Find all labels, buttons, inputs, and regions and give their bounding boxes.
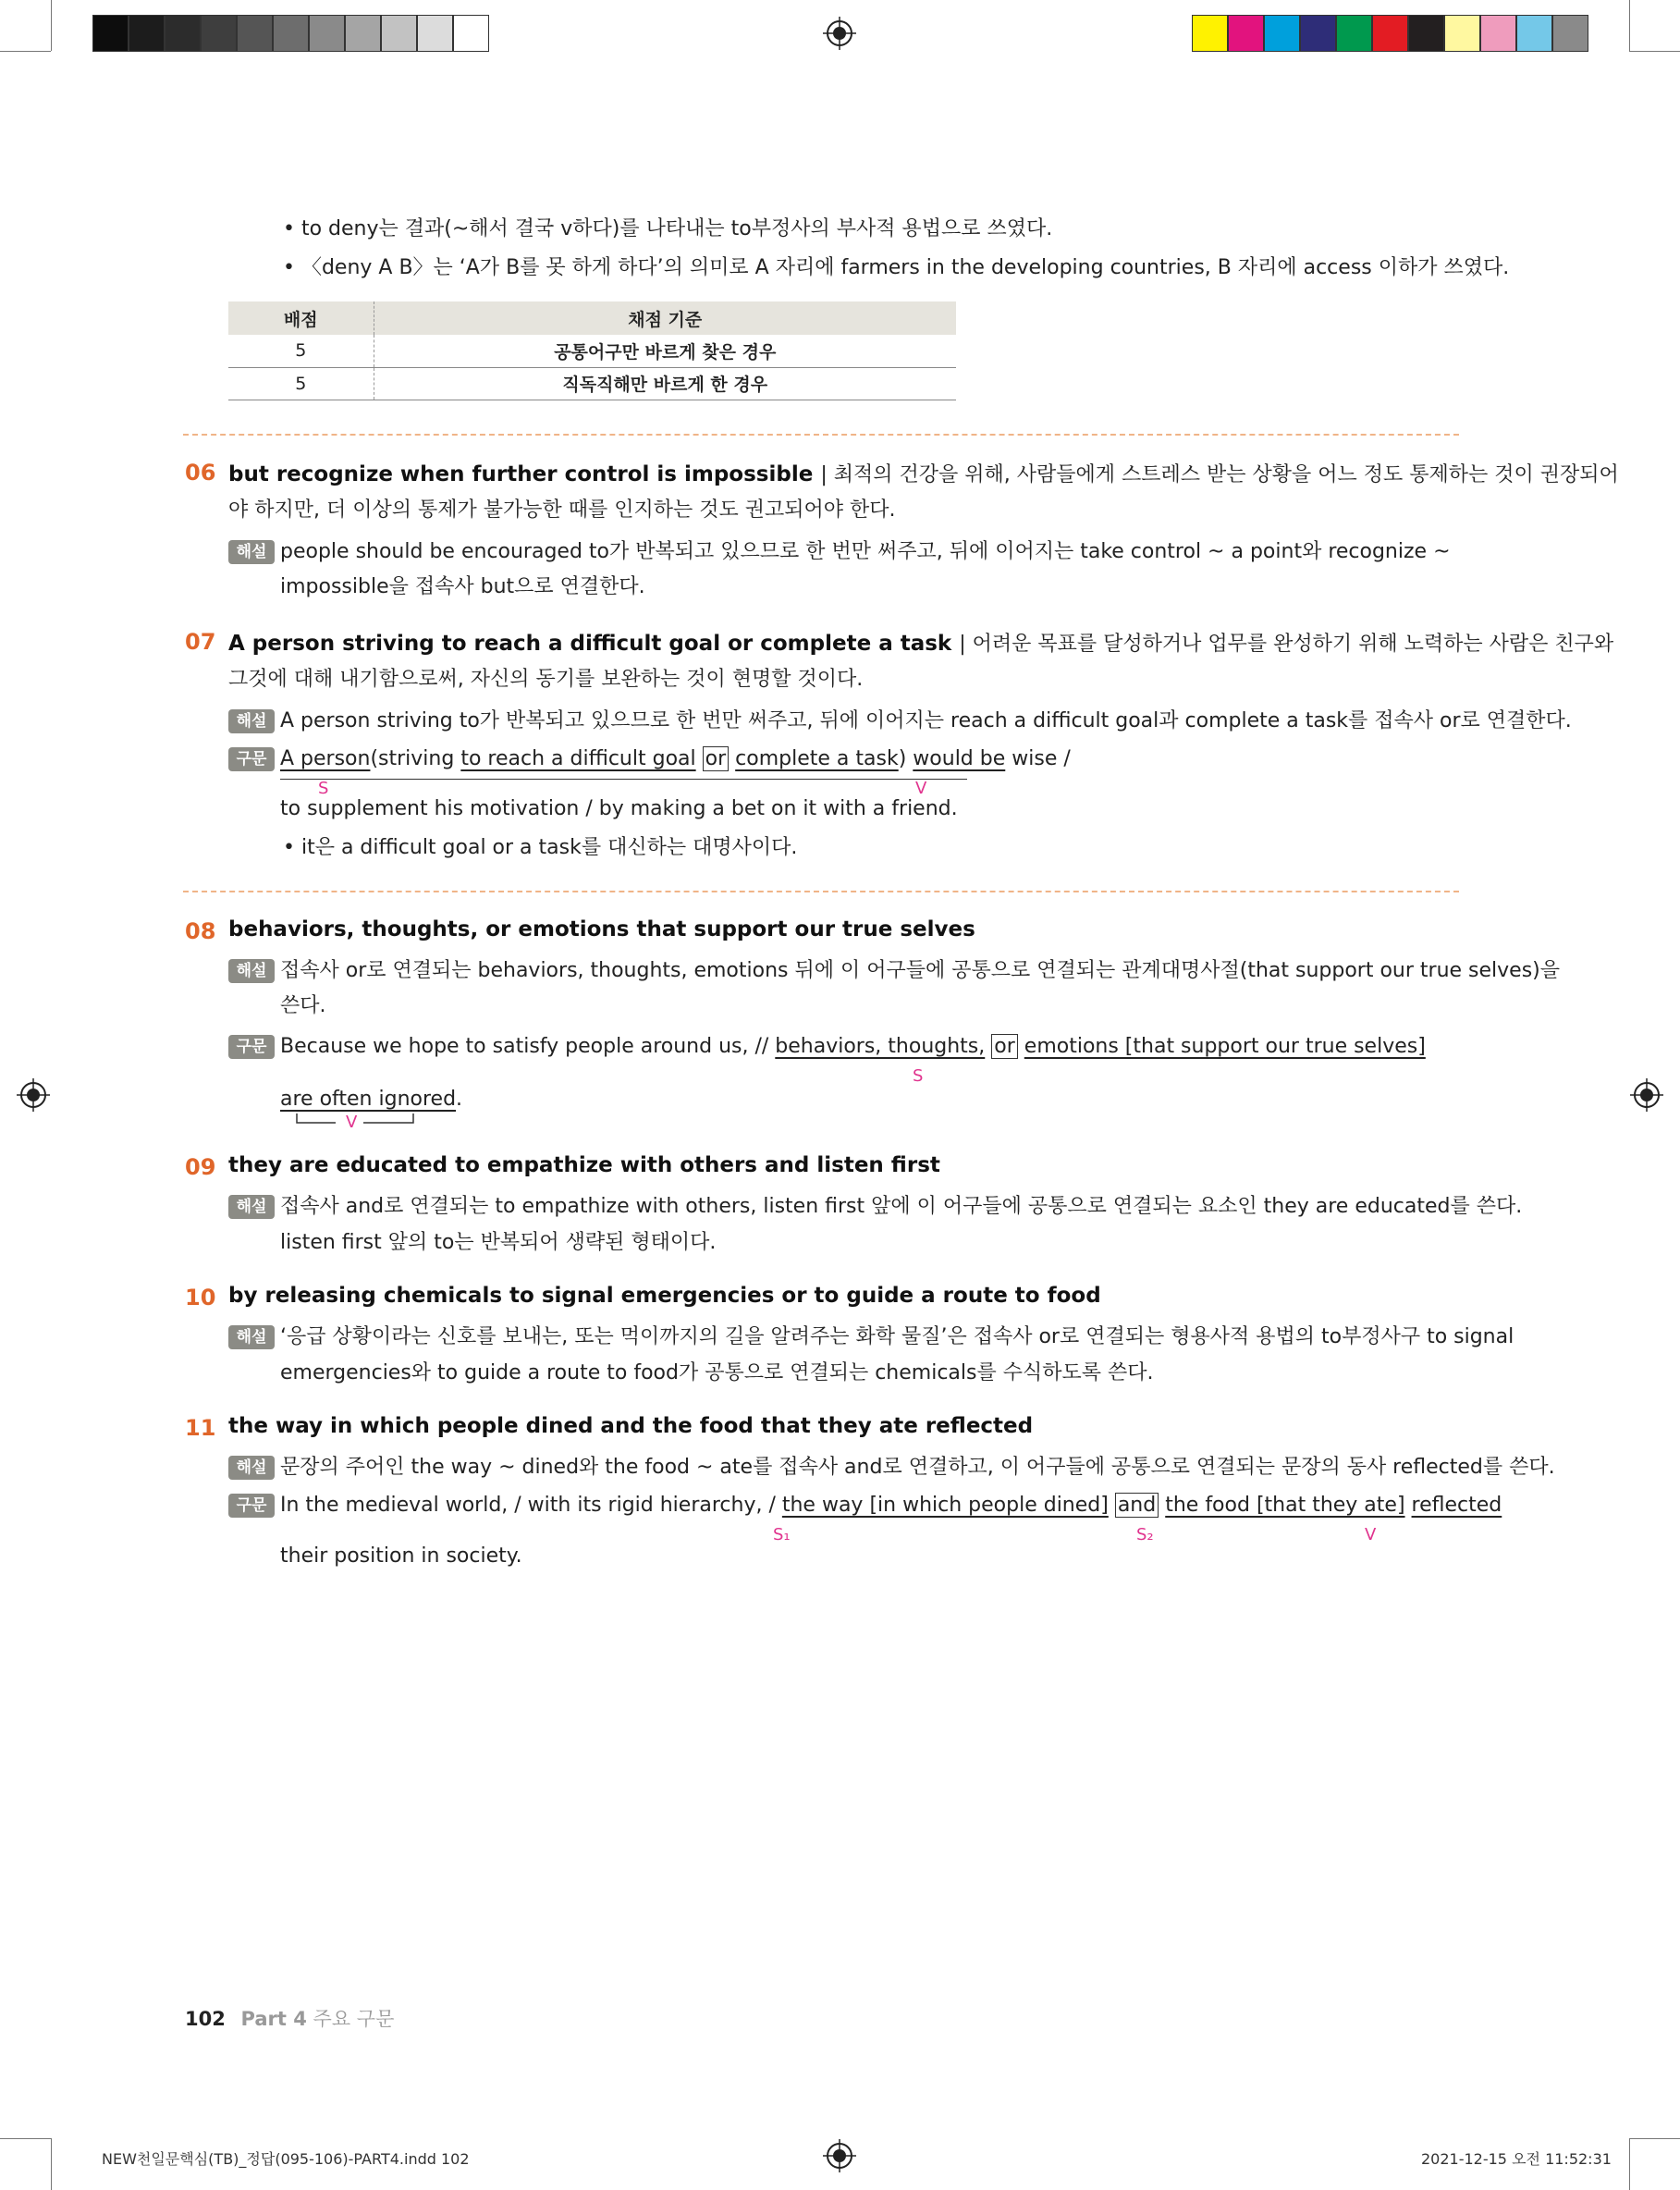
syntax-line bbox=[280, 1033, 1426, 1061]
table-cell: 직독직해만 바르게 한 경우 bbox=[374, 367, 956, 400]
color-swatch bbox=[165, 15, 201, 52]
syntax-line: their position in society. bbox=[280, 1544, 522, 1568]
slug-timestamp: 2021-12-15 오전 11:52:31 bbox=[1421, 2150, 1612, 2168]
syntax-text: . bbox=[456, 1088, 463, 1111]
syntax-text: Because we hope to satisfy people around us, // bbox=[280, 1035, 776, 1058]
syntax-text: wise / bbox=[1005, 747, 1071, 770]
table-cell: 5 bbox=[228, 367, 374, 400]
color-swatch bbox=[1444, 15, 1480, 52]
color-swatch bbox=[1192, 15, 1228, 52]
color-swatch bbox=[345, 15, 381, 52]
intro-bullet: • to deny는 결과(~해서 결국 v하다)를 나타내는 to부정사의 부사적 용법으로 쓰였다. bbox=[283, 217, 1053, 240]
intro-bullet: • 〈deny A B〉는 ‘A가 B를 못 하게 하다’의 의미로 A 자리에 farmers in the developing countries, B 자리에 access 이하가 쓰였다. bbox=[283, 256, 1510, 279]
crop-mark bbox=[0, 51, 51, 52]
answer-text: A person striving to reach a difficult goal or complete a task bbox=[228, 632, 952, 656]
translation-text: | 어려운 목표를 달성하거나 업무를 완성하기 위해 노력하는 사람은 친구와 bbox=[959, 633, 1614, 656]
section-label: 주요 구문 bbox=[313, 2008, 395, 2030]
explanation-tag: 해설 bbox=[228, 1195, 275, 1219]
score-table bbox=[228, 301, 956, 400]
verb-phrase: reflected bbox=[1411, 1494, 1502, 1517]
table-row bbox=[228, 367, 956, 400]
color-swatch bbox=[1300, 15, 1336, 52]
color-swatch bbox=[309, 15, 345, 52]
color-swatch bbox=[417, 15, 453, 52]
color-swatch bbox=[381, 15, 417, 52]
color-swatch bbox=[1336, 15, 1372, 52]
subject-underline bbox=[280, 779, 967, 780]
explanation-tag: 해설 bbox=[228, 1456, 275, 1480]
registration-mark-icon bbox=[823, 17, 856, 50]
explanation-text: ‘응급 상황이라는 신호를 보내는, 또는 먹이까지의 길을 알려주는 화학 물질’은 접속사 or로 연결되는 형용사적 용법의 to부정사구 to signal bbox=[280, 1325, 1514, 1348]
crop-mark bbox=[0, 2138, 51, 2139]
color-swatch bbox=[453, 15, 489, 52]
color-swatch bbox=[1264, 15, 1300, 52]
color-swatch bbox=[92, 15, 129, 52]
subject-phrase: the way [in which people dined] bbox=[781, 1494, 1109, 1517]
explanation-text: impossible을 접속사 but으로 연결한다. bbox=[280, 575, 645, 598]
verb-phrase: are often ignored bbox=[280, 1088, 457, 1111]
explanation-tag: 해설 bbox=[228, 1325, 275, 1349]
color-swatch bbox=[129, 15, 165, 52]
answer-text: by releasing chemicals to signal emergencies or to guide a route to food bbox=[228, 1284, 1101, 1308]
color-swatch bbox=[1480, 15, 1516, 52]
color-swatch bbox=[237, 15, 273, 52]
table-cell: 5 bbox=[228, 335, 374, 367]
color-swatch bbox=[273, 15, 309, 52]
verb-marker: V bbox=[1365, 1525, 1377, 1544]
syntax-line bbox=[280, 1492, 1502, 1519]
table-row bbox=[228, 335, 956, 367]
translation-text: 그것에 대해 내기함으로써, 자신의 동기를 보완하는 것이 현명할 것이다. bbox=[228, 668, 864, 691]
explanation-text: A person striving to가 반복되고 있으므로 한 번만 써주고, 뒤에 이어지는 reach a difficult goal과 complete a task를 접속사 or로 연결한다. bbox=[280, 709, 1572, 732]
syntax-tag: 구문 bbox=[228, 1035, 275, 1059]
verb-marker: V bbox=[915, 779, 927, 798]
explanation-text: listen first 앞의 to는 반복되어 생략된 형태이다. bbox=[280, 1231, 717, 1254]
slug-filename: NEW천일문핵심(TB)_정답(095-106)-PART4.indd 102 bbox=[102, 2150, 470, 2168]
table-header: 배점 bbox=[228, 301, 374, 335]
subject-marker: S₂ bbox=[1136, 1525, 1154, 1544]
subject-marker: S bbox=[318, 779, 329, 798]
parallel-phrase: complete a task bbox=[735, 747, 899, 770]
answer-text: the way in which people dined and the food that they ate reflected bbox=[228, 1414, 1034, 1438]
explanation-text: 쓴다. bbox=[280, 994, 326, 1017]
registration-mark-icon bbox=[1630, 1078, 1663, 1112]
crop-mark bbox=[51, 0, 52, 51]
part-label: Part 4 bbox=[240, 2008, 307, 2030]
explanation-tag: 해설 bbox=[228, 540, 275, 564]
translation-text: | 최적의 건강을 위해, 사람들에게 스트레스 받는 상황을 어느 정도 통제하는 것이 권장되어 bbox=[820, 463, 1619, 486]
syntax-text: (striving bbox=[370, 747, 461, 770]
crop-mark bbox=[51, 2138, 52, 2190]
syntax-text: ) bbox=[898, 747, 907, 770]
color-swatch bbox=[1552, 15, 1588, 52]
page-footer bbox=[185, 2004, 394, 2032]
answer-line bbox=[228, 459, 1619, 487]
syntax-line bbox=[280, 745, 1071, 773]
color-swatch bbox=[1516, 15, 1552, 52]
table-cell: 공통어구만 바르게 찾은 경우 bbox=[374, 335, 956, 367]
note-text: • it은 a difficult goal or a task를 대신하는 대명사이다. bbox=[283, 836, 798, 859]
answer-line bbox=[228, 628, 1613, 657]
question-number: 10 bbox=[185, 1285, 216, 1310]
page-number: 102 bbox=[185, 2008, 226, 2030]
crop-mark bbox=[1629, 0, 1630, 51]
answer-text: behaviors, thoughts, or emotions that support our true selves bbox=[228, 917, 975, 941]
syntax-tag: 구문 bbox=[228, 747, 275, 771]
color-swatch bbox=[1228, 15, 1264, 52]
parallel-phrase: emotions [that support our true selves] bbox=[1024, 1035, 1426, 1058]
color-swatch bbox=[1408, 15, 1444, 52]
subject-phrase: the food [that they ate] bbox=[1165, 1494, 1405, 1517]
registration-mark-icon bbox=[17, 1078, 50, 1112]
crop-mark bbox=[1629, 51, 1680, 52]
section-divider bbox=[183, 891, 1459, 892]
explanation-text: 접속사 or로 연결되는 behaviors, thoughts, emotions 뒤에 이 어구들에 공통으로 연결되는 관계대명사절(that support our true selves)을 bbox=[280, 959, 1561, 982]
question-number: 11 bbox=[185, 1415, 216, 1441]
verb-marker: V bbox=[346, 1113, 358, 1132]
syntax-line bbox=[280, 1086, 462, 1113]
registration-mark-icon bbox=[823, 2139, 856, 2172]
question-number: 06 bbox=[185, 460, 216, 486]
conjunction-box: or bbox=[991, 1034, 1018, 1059]
explanation-text: 접속사 and로 연결되는 to empathize with others, listen first 앞에 이 어구들에 공통으로 연결되는 요소인 they are educated를 쓴다. bbox=[280, 1195, 1523, 1218]
question-number: 07 bbox=[185, 629, 216, 655]
syntax-line: to supplement his motivation / by making a bet on it with a friend. bbox=[280, 797, 958, 820]
parallel-phrase: behaviors, thoughts, bbox=[775, 1035, 986, 1058]
color-swatch bbox=[1372, 15, 1408, 52]
explanation-text: emergencies와 to guide a route to food가 공통으로 연결되는 chemicals를 수식하도록 쓴다. bbox=[280, 1361, 1154, 1384]
section-divider bbox=[183, 434, 1459, 436]
answer-text: they are educated to empathize with others and listen first bbox=[228, 1153, 940, 1177]
subject-marker: S₁ bbox=[773, 1525, 791, 1544]
color-swatch bbox=[201, 15, 237, 52]
explanation-tag: 해설 bbox=[228, 959, 275, 983]
crop-mark bbox=[1629, 2138, 1630, 2190]
parallel-phrase: to reach a difficult goal bbox=[460, 747, 696, 770]
explanation-text: 문장의 주어인 the way ~ dined와 the food ~ ate를 접속사 and로 연결하고, 이 어구들에 공통으로 연결되는 문장의 동사 reflected를 쓴다. bbox=[280, 1456, 1555, 1479]
table-header: 채점 기준 bbox=[374, 301, 956, 335]
syntax-text: In the medieval world, / with its rigid hierarchy, / bbox=[280, 1494, 782, 1517]
subject-phrase: A person bbox=[280, 747, 371, 770]
explanation-text: people should be encouraged to가 반복되고 있으므로 한 번만 써주고, 뒤에 이어지는 take control ~ a point와 recognize ~ bbox=[280, 540, 1451, 563]
question-number: 08 bbox=[185, 918, 216, 944]
crop-mark bbox=[1629, 2138, 1680, 2139]
conjunction-box: and bbox=[1115, 1493, 1159, 1518]
subject-marker: S bbox=[913, 1066, 924, 1086]
conjunction-box: or bbox=[703, 746, 730, 771]
question-number: 09 bbox=[185, 1154, 216, 1180]
verb-phrase: would be bbox=[913, 747, 1006, 770]
answer-text: but recognize when further control is impossible bbox=[228, 462, 814, 486]
explanation-tag: 해설 bbox=[228, 709, 275, 733]
translation-text: 야 하지만, 더 이상의 통제가 불가능한 때를 인지하는 것도 권고되어야 한다. bbox=[228, 498, 896, 522]
syntax-tag: 구문 bbox=[228, 1494, 275, 1518]
